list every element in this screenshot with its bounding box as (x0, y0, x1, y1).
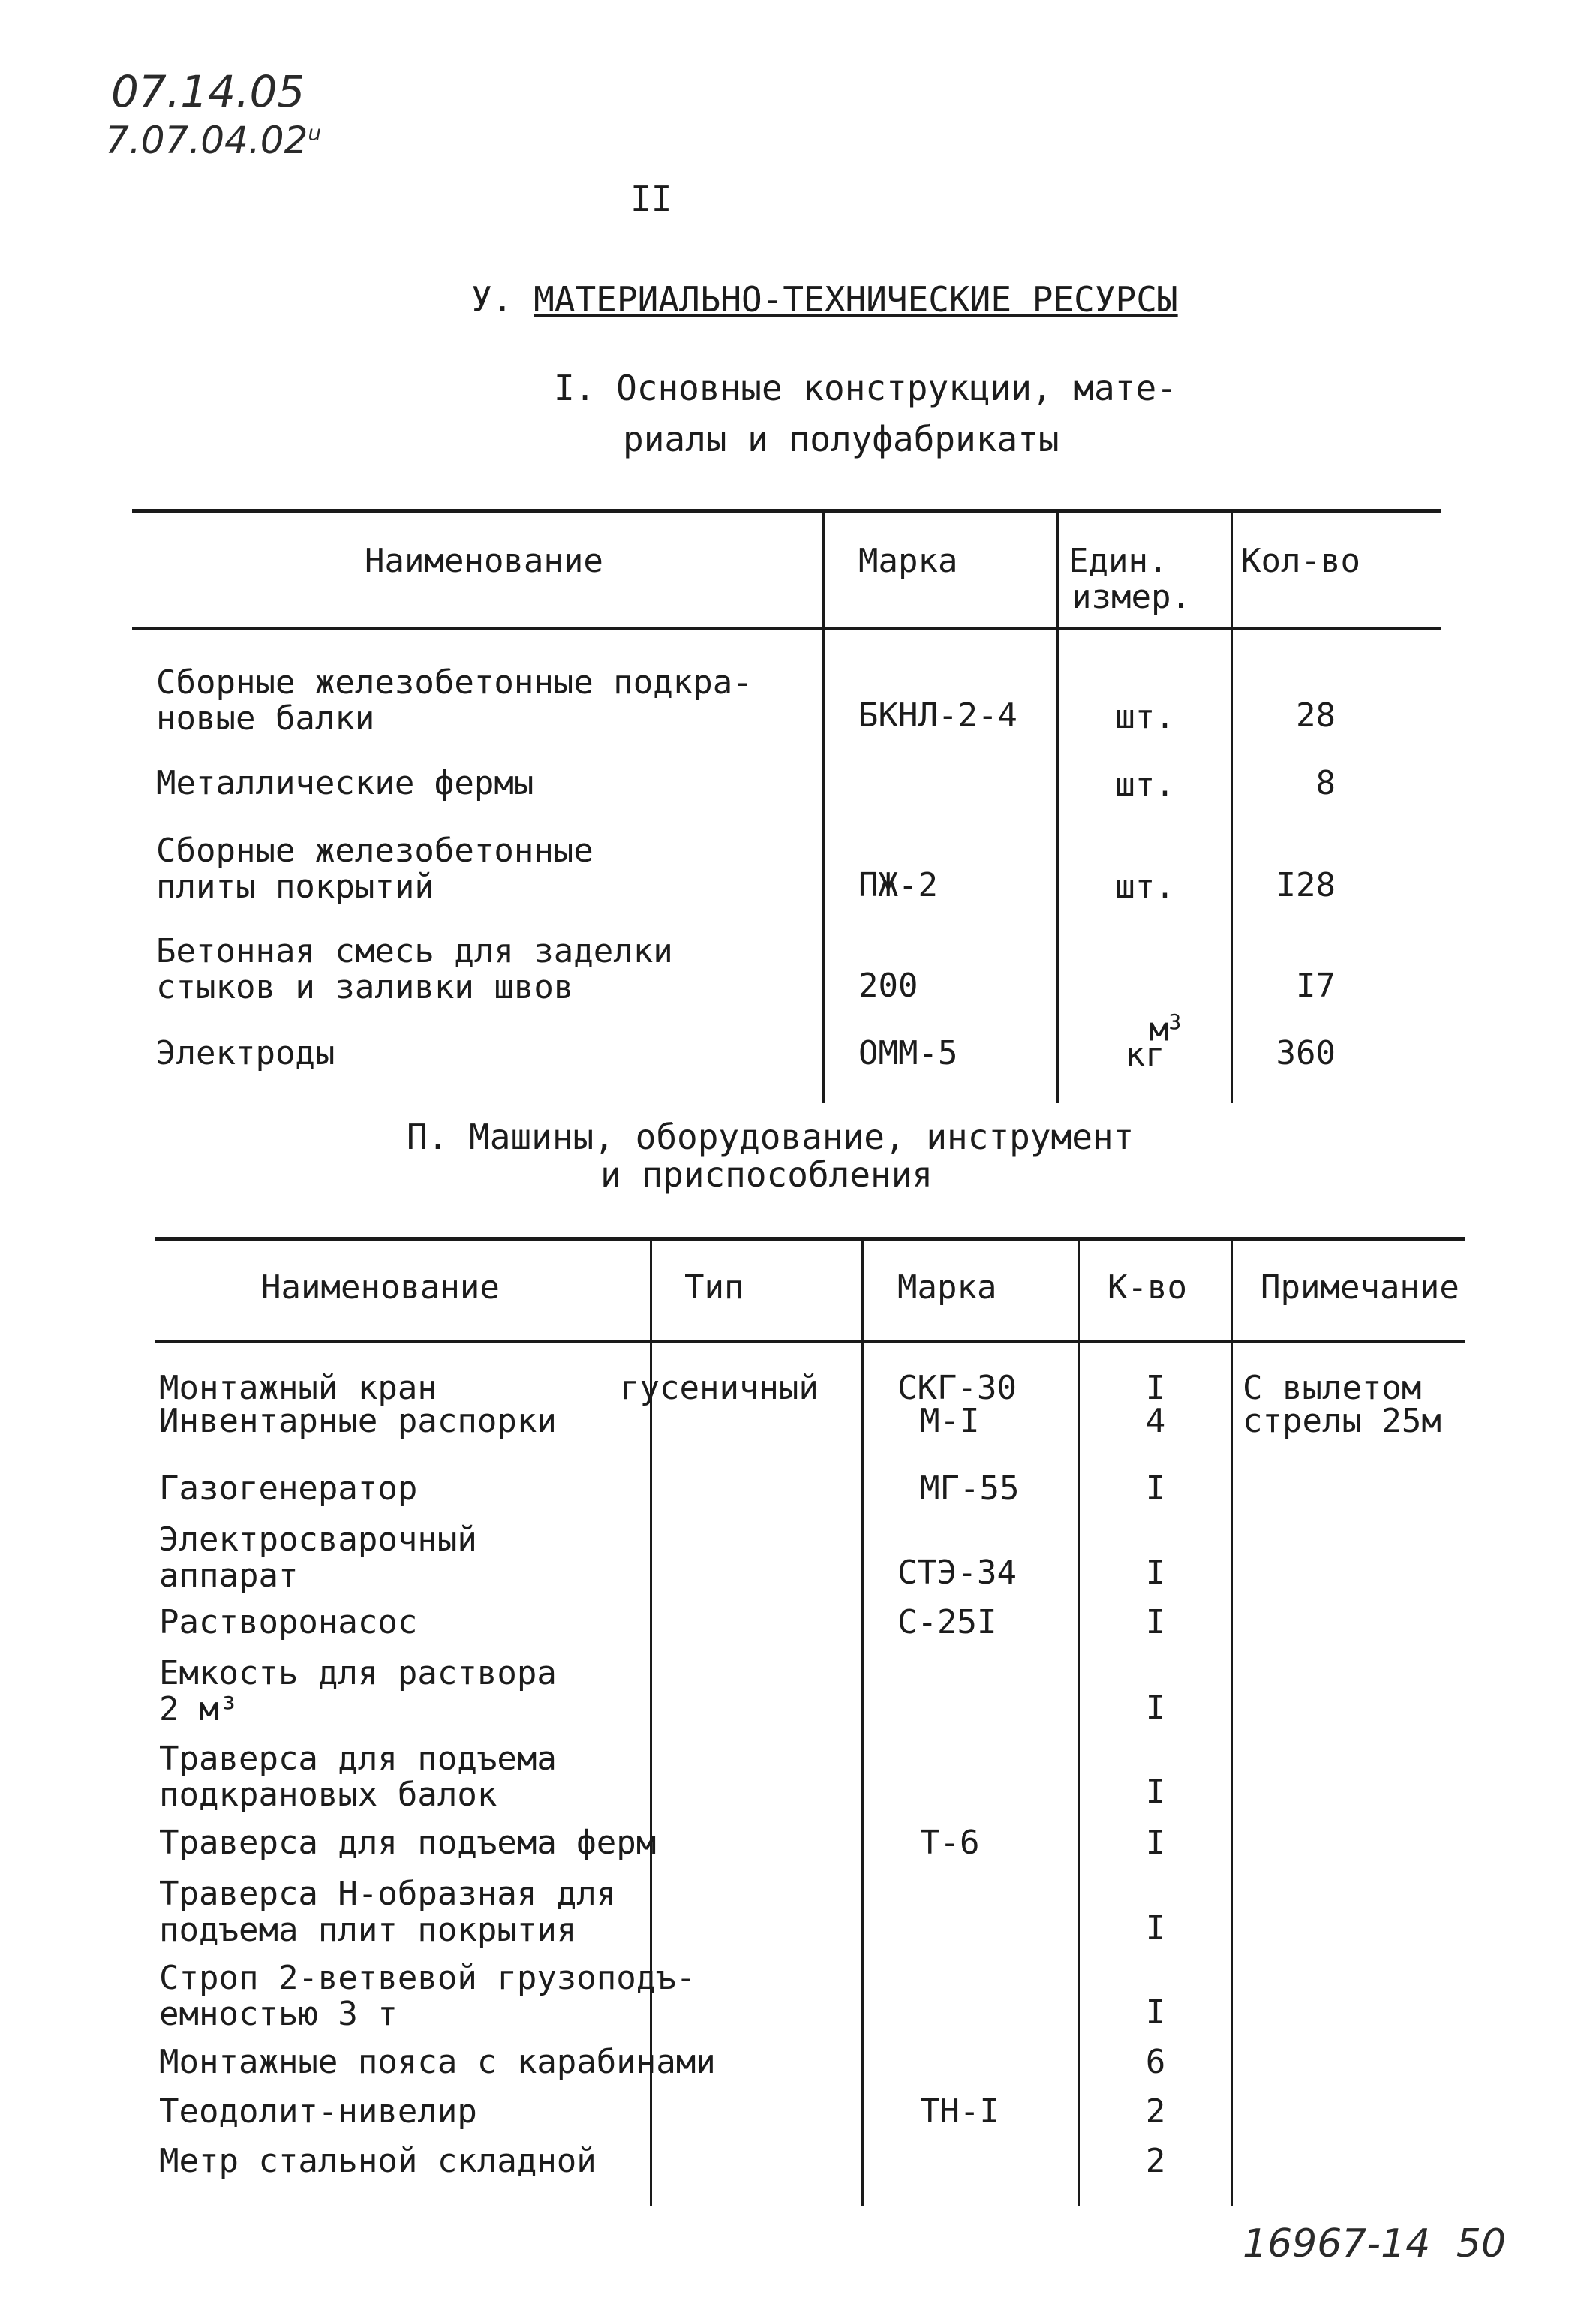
table2-row-2-qty: 4 (1145, 1402, 1166, 1440)
section-title-text: МАТЕРИАЛЬНО-ТЕХНИЧЕСКИЕ РЕСУРСЫ (534, 279, 1178, 320)
table1-top-rule (132, 509, 1441, 513)
table2-row-6-name: Емкость для раствора 2 м³ (159, 1654, 557, 1728)
table1-header-unit-1: Един. (1069, 542, 1168, 580)
footer-page-number: 50 (1456, 2221, 1507, 2266)
section-title (471, 279, 1178, 320)
table2-row-3-name: Газогенератор (159, 1469, 418, 1508)
page-number: II (630, 179, 672, 219)
table2-row-6-qty: I (1145, 1689, 1166, 1727)
table1-row-3-name: Сборные железобетонные плиты покрытий (156, 832, 594, 906)
table1-row-1-name: Сборные железобетонные подкра- новые балки (156, 663, 753, 738)
subsection-1-line-2: риалы и полуфабрикаты (623, 419, 1059, 459)
table1-header-rule (132, 627, 1441, 630)
table2-row-2-name: Инвентарные распорки (159, 1402, 557, 1440)
table2-row-3-brand: МГ-55 (920, 1469, 1020, 1508)
table1-row-3-qty: I28 (1276, 866, 1336, 904)
table2-row-8-qty: I (1145, 1824, 1166, 1862)
footer-handwritten-number (1243, 2221, 1506, 2266)
table2-header-qty: К-во (1108, 1268, 1187, 1307)
table1-row-3-brand: ПЖ-2 (858, 866, 938, 904)
table2-row-9-name: Траверса Н-образная для подъема плит покрытия (159, 1875, 617, 1949)
table2-row-4-name: Электросварочный аппарат (159, 1520, 477, 1595)
table2-row-4-qty: I (1145, 1554, 1166, 1592)
table2-row-10-qty: I (1145, 1993, 1166, 2032)
table1-row-1-brand: БКНЛ-2-4 (858, 696, 1017, 735)
table2-row-12-qty: 2 (1145, 2092, 1166, 2131)
table2-row-13-qty: 2 (1145, 2142, 1166, 2180)
table2-row-7-name: Траверса для подъема подкрановых балок (159, 1740, 557, 1814)
table1-header-name: Наименование (365, 542, 603, 580)
footer-doc-number: 16967-14 (1243, 2221, 1431, 2266)
table1-header-brand: Марка (858, 542, 958, 580)
table1-row-5-brand: ОММ-5 (858, 1034, 958, 1072)
table2-row-5-qty: I (1145, 1603, 1166, 1641)
handwritten-code-2 (105, 119, 321, 162)
table1-row-2-name: Металлические фермы (156, 764, 534, 802)
handwritten-code-2-text: 7.07.04.02 (105, 119, 308, 162)
table2-divider-4 (1231, 1238, 1233, 2206)
table2-divider-2 (861, 1238, 864, 2206)
table2-row-7-qty: I (1145, 1773, 1166, 1811)
table2-row-8-brand: Т-6 (920, 1824, 980, 1862)
table1-row-5-name: Электроды (156, 1034, 335, 1072)
table1-row-4-qty: I7 (1296, 967, 1336, 1005)
table2-row-2-note: стрелы 25м (1243, 1402, 1441, 1440)
table2-header-brand: Марка (897, 1268, 997, 1307)
table1-row-2-unit: шт. (1115, 765, 1175, 804)
table2-header-note: Примечание (1261, 1268, 1459, 1307)
table1-divider-1 (822, 510, 825, 1103)
section-prefix: У. (471, 279, 513, 320)
table1-row-2-qty: 8 (1315, 764, 1336, 802)
table1-row-4-brand: 200 (858, 967, 918, 1005)
table2-row-11-qty: 6 (1145, 2043, 1166, 2081)
table2-header-name: Наименование (261, 1268, 500, 1307)
table2-row-12-brand: ТН-I (920, 2092, 999, 2131)
table1-row-3-unit: шт. (1115, 868, 1175, 906)
table2-header-type: Тип (684, 1268, 744, 1307)
table1-row-5-unit: кг (1125, 1036, 1165, 1074)
table2-row-5-brand: С-25I (897, 1603, 997, 1641)
table2-row-11-name: Монтажные пояса с карабинами (159, 2043, 716, 2081)
table2-row-1-qty: I (1145, 1369, 1166, 1407)
handwritten-code-1: 07.14.05 (111, 66, 305, 117)
table2-row-10-name: Строп 2-ветвевой грузоподъ- емностью 3 т (159, 1959, 696, 2033)
table1-row-4-unit-text: м (1148, 1010, 1169, 1049)
table2-row-9-qty: I (1145, 1909, 1166, 1948)
table2-top-rule (155, 1237, 1465, 1241)
table2-row-4-brand: СТЭ-34 (897, 1554, 1017, 1592)
subsection-2-line-2: и приспособления (600, 1154, 933, 1195)
table2-row-1-brand: СКГ-30 (897, 1369, 1017, 1407)
table2-row-12-name: Теодолит-нивелир (159, 2092, 477, 2131)
table1-header-unit-2: измер. (1072, 578, 1191, 616)
table1-row-5-qty: 360 (1276, 1034, 1336, 1072)
table1-row-4-name: Бетонная смесь для заделки стыков и заливки швов (156, 932, 673, 1006)
subsection-1-line-1: I. Основные конструкции, мате- (554, 368, 1177, 408)
table2-row-3-qty: I (1145, 1469, 1166, 1508)
table2-header-rule (155, 1340, 1465, 1343)
table2-row-1-type: гусеничный (620, 1369, 819, 1407)
table2-row-1-note: С вылетом (1243, 1369, 1422, 1407)
table1-row-1-qty: 28 (1296, 696, 1336, 735)
table1-divider-2 (1056, 510, 1059, 1103)
table1-divider-3 (1231, 510, 1233, 1103)
table2-row-1-name: Монтажный кран (159, 1369, 437, 1407)
table1-row-4-unit-sup: 3 (1168, 1009, 1182, 1034)
table2-row-13-name: Метр стальной складной (159, 2142, 597, 2180)
table1-header-qty: Кол-во (1241, 542, 1360, 580)
table2-row-5-name: Растворонасос (159, 1603, 418, 1641)
handwritten-code-2-sup: u (308, 120, 322, 146)
subsection-2-line-1: П. Машины, оборудование, инструмент (407, 1117, 1135, 1157)
table2-row-2-brand: М-I (920, 1402, 980, 1440)
table2-row-8-name: Траверса для подъема ферм (159, 1824, 657, 1862)
table2-divider-3 (1078, 1238, 1080, 2206)
table1-row-1-unit: шт. (1115, 698, 1175, 736)
